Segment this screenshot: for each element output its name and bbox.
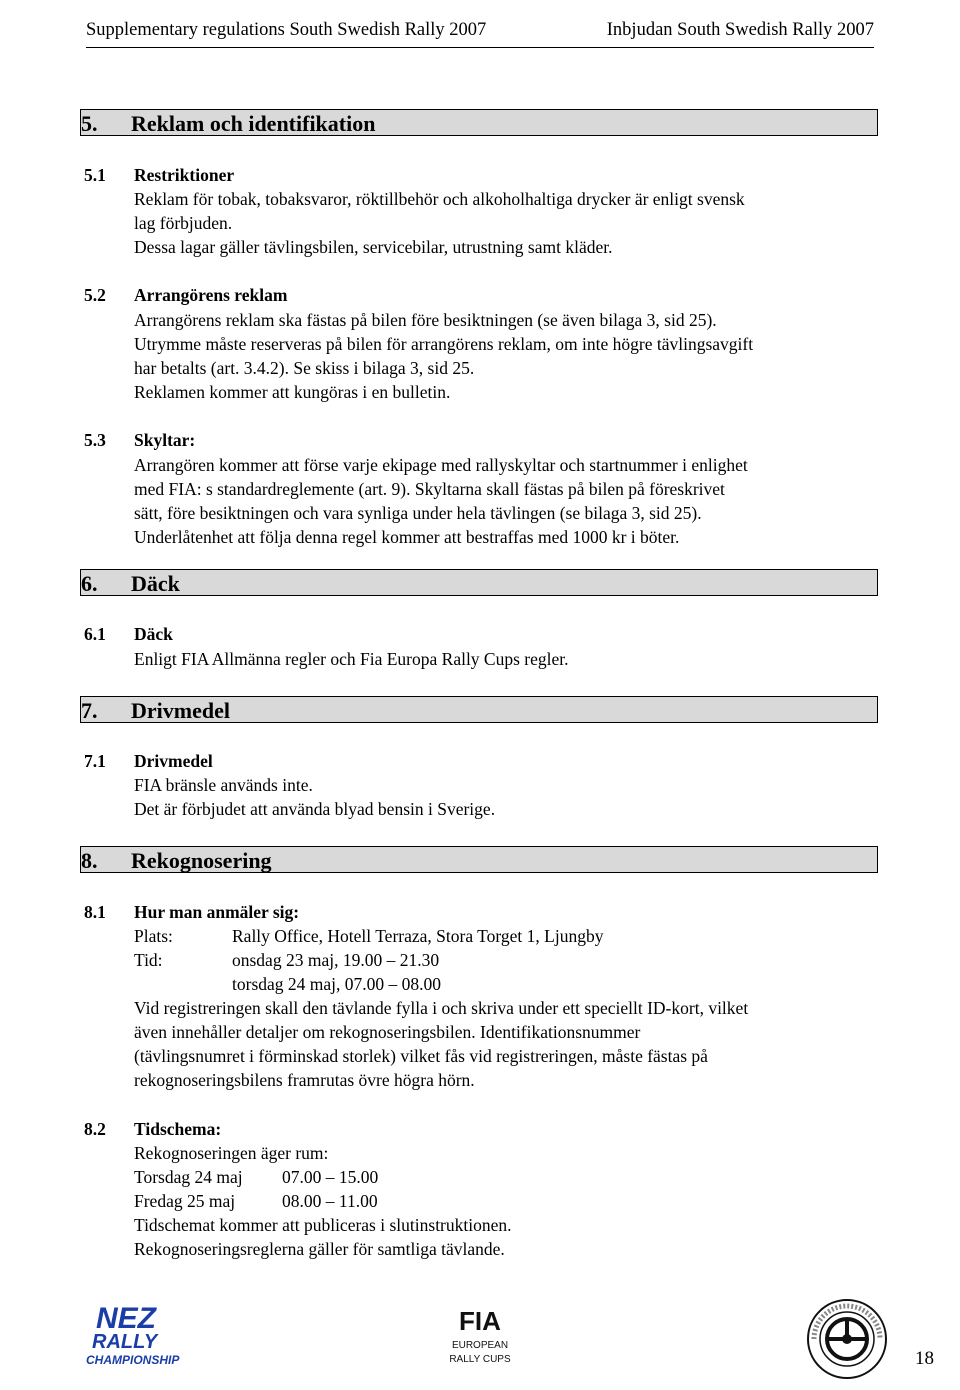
section-number: 6.	[81, 571, 98, 596]
paragraph-line: rekognoseringsbilens framrutas övre högra hörn.	[134, 1070, 475, 1090]
fia-logo-text: FIA	[459, 1306, 501, 1336]
section-number: 8.	[81, 848, 98, 873]
schedule-time: 08.00 – 11.00	[282, 1191, 378, 1211]
paragraph-line: Dessa lagar gäller tävlingsbilen, servicebilar, utrustning samt kläder.	[134, 237, 613, 257]
paragraph-line: (tävlingsnumret i förminskad storlek) vilket fås vid registreringen, måste fästas på	[134, 1046, 708, 1066]
schedule-time: 07.00 – 15.00	[282, 1167, 379, 1187]
paragraph-line: FIA bränsle används inte.	[134, 775, 313, 795]
plats-row	[134, 924, 603, 948]
section-title: Rekognosering	[131, 848, 272, 873]
paragraph-line: Arrangören kommer att förse varje ekipage med rallyskyltar och startnummer i enlighet	[134, 455, 748, 475]
plats-value: Rally Office, Hotell Terraza, Stora Torget 1, Ljungby	[232, 926, 604, 946]
subsection-title: Tidschema:	[134, 1119, 222, 1139]
paragraph-line: Enligt FIA Allmänna regler och Fia Europa Rally Cups regler.	[134, 649, 569, 669]
header-right-title: Inbjudan South Swedish Rally 2007	[606, 20, 874, 40]
tid-row-2	[134, 972, 441, 996]
paragraph-line: Underlåtenhet att följa denna regel kommer att bestraffas med 1000 kr i böter.	[134, 527, 680, 547]
paragraph-line: Reklamen kommer att kungöras i en bulletin.	[134, 382, 451, 402]
subsection-title: Restriktioner	[134, 165, 235, 185]
subsection-number: 6.1	[84, 624, 106, 644]
schedule-day: Torsdag 24 maj	[134, 1167, 243, 1187]
section-title: Reklam och identifikation	[131, 111, 376, 136]
tid-row	[134, 948, 439, 972]
section-title: Drivmedel	[131, 698, 230, 723]
paragraph-line: med FIA: s standardreglemente (art. 9). Skyltarna skall fästas på bilen på föreskrivet	[134, 479, 725, 499]
plats-label: Plats:	[134, 926, 173, 946]
tid-label: Tid:	[134, 950, 163, 970]
subsection-number: 8.2	[84, 1119, 106, 1139]
schedule-row	[134, 1189, 378, 1213]
paragraph-line: sätt, före besiktningen och vara synliga under hela tävlingen (se bilaga 3, sid 25).	[134, 503, 702, 523]
subsection-title: Hur man anmäler sig:	[134, 902, 300, 922]
paragraph-line: Rekognoseringsreglerna gäller för samtliga tävlande.	[134, 1239, 505, 1259]
subsection-number: 5.3	[84, 430, 106, 450]
page-header	[86, 20, 874, 48]
nez-logo-text: NEZ	[96, 1302, 156, 1335]
paragraph-line: även innehåller detaljer om rekognoseringsbilen. Identifikationsnummer	[134, 1022, 641, 1042]
paragraph-line: Det är förbjudet att använda blyad bensin i Sverige.	[134, 799, 496, 819]
fia-european-rally-cups-logo	[440, 1302, 520, 1374]
section-number: 5.	[81, 111, 98, 136]
paragraph-line: Utrymme måste reserveras på bilen för arrangörens reklam, om inte högre tävlingsavgift	[134, 334, 754, 354]
svenska-bilsportforbundet-seal	[806, 1298, 888, 1380]
subsection-title: Drivmedel	[134, 751, 213, 771]
fia-logo-text: EUROPEAN	[451, 1340, 509, 1351]
tid-value: onsdag 23 maj, 19.00 – 21.30	[232, 950, 440, 970]
paragraph-line: Arrangörens reklam ska fästas på bilen före besiktningen (se även bilaga 3, sid 25).	[134, 310, 717, 330]
schedule-row	[134, 1165, 378, 1189]
subsection-title: Arrangörens reklam	[134, 285, 288, 305]
tid-value: torsdag 24 maj, 07.00 – 08.00	[232, 974, 442, 994]
subsection-number: 5.1	[84, 165, 106, 185]
section-5-heading	[80, 109, 878, 136]
nez-logo-text: RALLY	[92, 1331, 158, 1353]
section-7-heading	[80, 696, 878, 723]
subsection-number: 7.1	[84, 751, 106, 771]
paragraph-line: lag förbjuden.	[134, 213, 233, 233]
fia-logo-text: RALLY CUPS	[449, 1354, 511, 1365]
section-title: Däck	[131, 571, 180, 596]
paragraph-line: Rekognoseringen äger rum:	[134, 1143, 329, 1163]
subsection-title: Skyltar:	[134, 430, 196, 450]
nez-logo-text: CHAMPIONSHIP	[86, 1353, 180, 1367]
nez-rally-championship-logo	[84, 1302, 194, 1374]
schedule-day: Fredag 25 maj	[134, 1191, 236, 1211]
paragraph-line: har betalts (art. 3.4.2). Se skiss i bilaga 3, sid 25.	[134, 358, 475, 378]
subsection-title: Däck	[134, 624, 173, 644]
subsection-number: 8.1	[84, 902, 106, 922]
paragraph-line: Vid registreringen skall den tävlande fylla i och skriva under ett speciellt ID-kort, vilket	[134, 998, 749, 1018]
subsection-number: 5.2	[84, 285, 106, 305]
section-number: 7.	[81, 698, 98, 723]
section-6-heading	[80, 569, 878, 596]
paragraph-line: Reklam för tobak, tobaksvaror, röktillbehör och alkoholhaltiga drycker är enligt svensk	[134, 189, 745, 209]
header-left-title: Supplementary regulations South Swedish Rally 2007	[86, 20, 487, 40]
paragraph-line: Tidschemat kommer att publiceras i slutinstruktionen.	[134, 1215, 512, 1235]
section-8-heading	[80, 846, 878, 873]
page-number: 18	[915, 1348, 934, 1369]
